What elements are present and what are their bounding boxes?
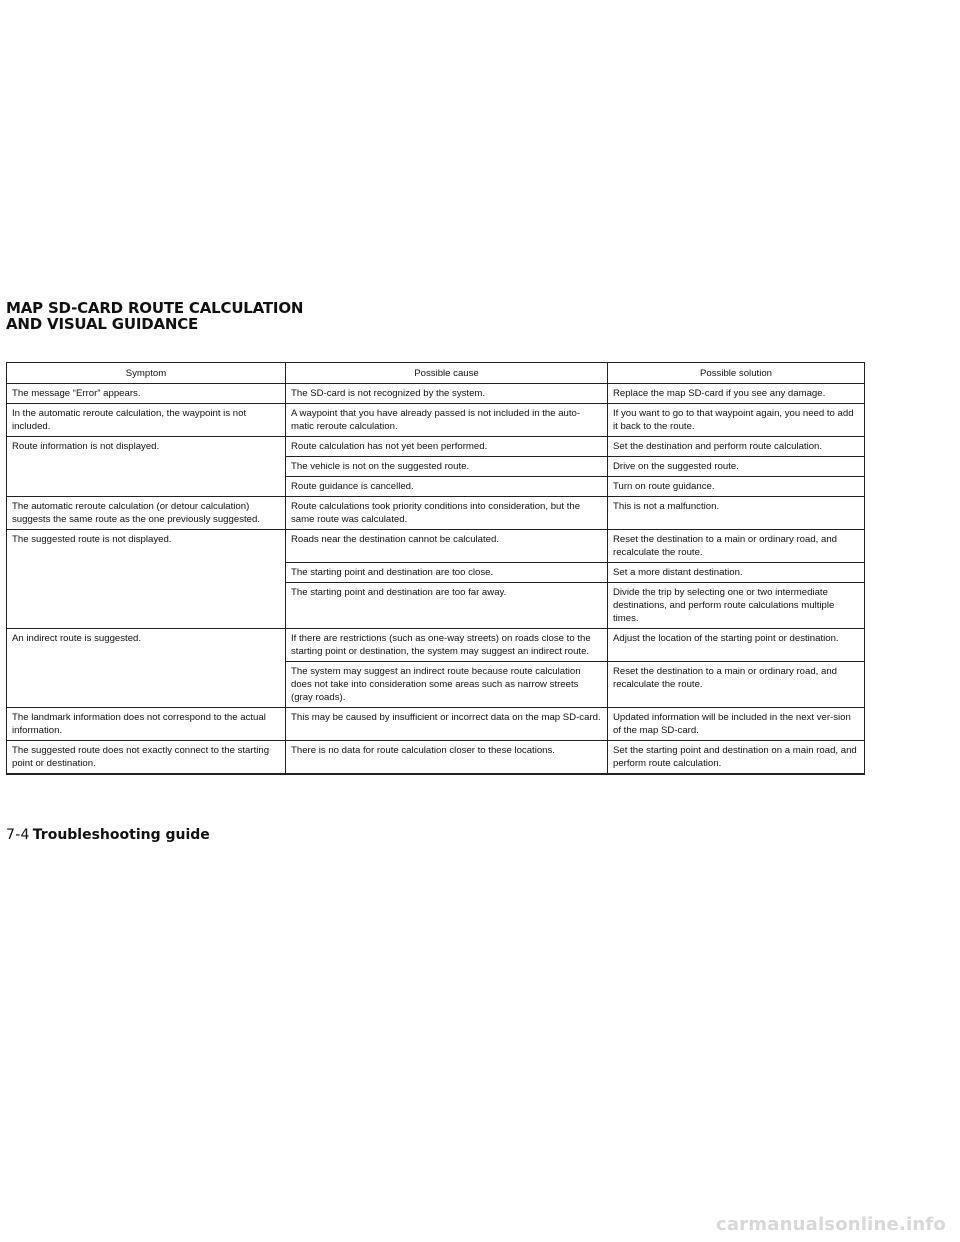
table-row bbox=[7, 741, 865, 775]
cause-cell: Route calculations took priority conditions into consideration, but the same route was calculated. bbox=[286, 497, 608, 530]
watermark: carmanualsonline.info bbox=[715, 1214, 946, 1235]
page-footer bbox=[6, 826, 210, 843]
cause-cell: Route guidance is cancelled. bbox=[286, 477, 608, 497]
solution-cell: If you want to go to that waypoint again, you need to add it back to the route. bbox=[608, 404, 865, 437]
cause-cell: The system may suggest an indirect route because route calculation does not take into consideration some areas such as narrow streets (gray roads). bbox=[286, 662, 608, 708]
symptom-cell: In the automatic reroute calculation, the waypoint is not included. bbox=[7, 404, 286, 437]
cause-cell: Route calculation has not yet been performed. bbox=[286, 437, 608, 457]
section-title-line-1: MAP SD-CARD ROUTE CALCULATION bbox=[6, 299, 304, 317]
cause-cell: The starting point and destination are too close. bbox=[286, 563, 608, 583]
table-header-row bbox=[7, 363, 865, 384]
header-symptom: Symptom bbox=[7, 363, 286, 384]
cause-cell: A waypoint that you have already passed is not included in the auto-matic reroute calculation. bbox=[286, 404, 608, 437]
table-row bbox=[7, 497, 865, 530]
section-title-line-2: AND VISUAL GUIDANCE bbox=[6, 315, 199, 333]
solution-cell: Divide the trip by selecting one or two intermediate destinations, and perform route calculations multiple times. bbox=[608, 583, 865, 629]
solution-cell: Adjust the location of the starting point or destination. bbox=[608, 629, 865, 662]
symptom-cell: The suggested route is not displayed. bbox=[7, 530, 286, 629]
header-possible-solution: Possible solution bbox=[608, 363, 865, 384]
symptom-cell: The automatic reroute calculation (or detour calculation) suggests the same route as the one previously suggested. bbox=[7, 497, 286, 530]
table-row bbox=[7, 629, 865, 662]
symptom-cell: An indirect route is suggested. bbox=[7, 629, 286, 708]
solution-cell: Drive on the suggested route. bbox=[608, 457, 865, 477]
solution-cell: This is not a malfunction. bbox=[608, 497, 865, 530]
solution-cell: Set the destination and perform route calculation. bbox=[608, 437, 865, 457]
cause-cell: The SD-card is not recognized by the system. bbox=[286, 384, 608, 404]
symptom-cell: The message “Error” appears. bbox=[7, 384, 286, 404]
symptom-cell: The suggested route does not exactly connect to the starting point or destination. bbox=[7, 741, 286, 775]
solution-cell: Set a more distant destination. bbox=[608, 563, 865, 583]
table-row bbox=[7, 404, 865, 437]
page-number: 7-4 bbox=[6, 827, 30, 843]
solution-cell: Reset the destination to a main or ordinary road, and recalculate the route. bbox=[608, 662, 865, 708]
table-row bbox=[7, 708, 865, 741]
cause-cell: The vehicle is not on the suggested route. bbox=[286, 457, 608, 477]
symptom-cell: Route information is not displayed. bbox=[7, 437, 286, 497]
header-possible-cause: Possible cause bbox=[286, 363, 608, 384]
troubleshooting-table bbox=[6, 362, 865, 775]
solution-cell: Reset the destination to a main or ordinary road, and recalculate the route. bbox=[608, 530, 865, 563]
solution-cell: Set the starting point and destination on a main road, and perform route calculation. bbox=[608, 741, 865, 775]
symptom-cell: The landmark information does not correspond to the actual information. bbox=[7, 708, 286, 741]
cause-cell: The starting point and destination are too far away. bbox=[286, 583, 608, 629]
table-row bbox=[7, 437, 865, 457]
section-title bbox=[6, 300, 303, 332]
chapter-title: Troubleshooting guide bbox=[32, 827, 210, 843]
table-row bbox=[7, 530, 865, 563]
solution-cell: Turn on route guidance. bbox=[608, 477, 865, 497]
cause-cell: If there are restrictions (such as one-way streets) on roads close to the starting point or destination, the system may suggest an indirect route. bbox=[286, 629, 608, 662]
cause-cell: This may be caused by insufficient or incorrect data on the map SD-card. bbox=[286, 708, 608, 741]
solution-cell: Replace the map SD-card if you see any damage. bbox=[608, 384, 865, 404]
table-row bbox=[7, 384, 865, 404]
cause-cell: Roads near the destination cannot be calculated. bbox=[286, 530, 608, 563]
cause-cell: There is no data for route calculation closer to these locations. bbox=[286, 741, 608, 775]
solution-cell: Updated information will be included in the next ver-sion of the map SD-card. bbox=[608, 708, 865, 741]
